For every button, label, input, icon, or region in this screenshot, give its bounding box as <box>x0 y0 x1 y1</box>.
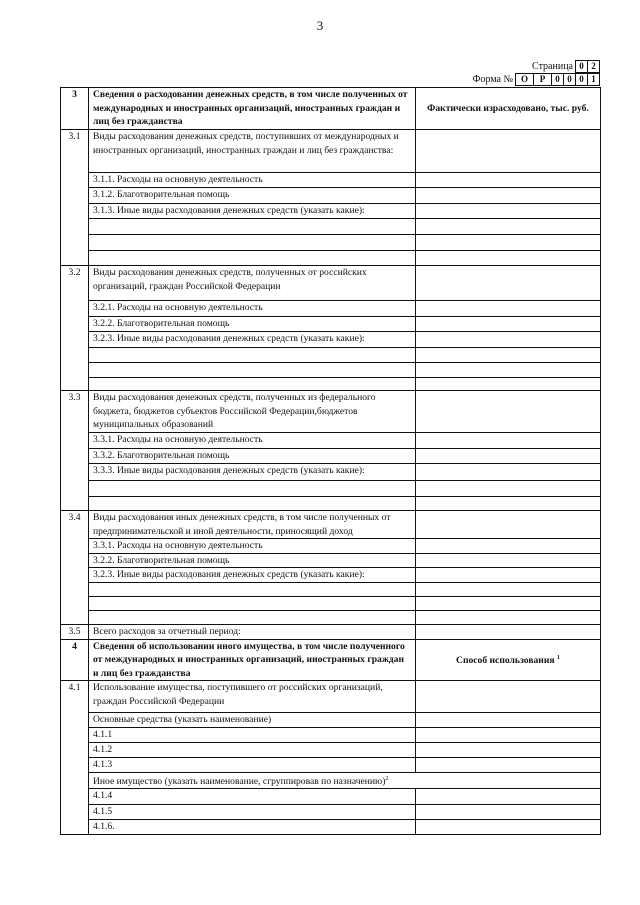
row-number <box>61 713 89 728</box>
row-description-text: 3.3.1. Расходы на основную деятельность <box>93 434 263 445</box>
value-cell[interactable] <box>416 713 601 728</box>
row-number <box>61 497 89 511</box>
row-number <box>61 728 89 743</box>
table-row <box>61 391 601 433</box>
row-number: 3.5 <box>61 625 89 640</box>
column-header <box>416 88 601 130</box>
row-number <box>61 378 89 391</box>
row-number <box>61 743 89 758</box>
row-number <box>61 583 89 597</box>
table-row <box>61 497 601 511</box>
table-row <box>61 235 601 251</box>
row-number <box>61 348 89 363</box>
value-cell[interactable] <box>416 433 601 449</box>
page-code-label: Страница <box>532 61 573 72</box>
value-cell[interactable] <box>416 130 601 173</box>
expenditure-form-table <box>60 87 601 835</box>
row-description-text: 4.1.2 <box>93 744 113 755</box>
value-text: Фактически израсходовано, тыс. руб. <box>427 102 589 114</box>
row-description[interactable] <box>89 497 416 511</box>
row-description <box>89 173 416 188</box>
value-cell[interactable] <box>416 805 601 820</box>
row-number <box>61 464 89 481</box>
row-description-text: 3.3.2. Благотворительная помощь <box>93 450 230 461</box>
row-number: 4 <box>61 639 89 681</box>
row-description <box>89 713 416 728</box>
row-number <box>61 219 89 235</box>
row-description <box>89 204 416 219</box>
value-cell[interactable] <box>416 348 601 363</box>
row-description-text: 4.1.6. <box>93 821 115 833</box>
row-number <box>61 789 89 805</box>
row-number <box>61 611 89 625</box>
column-header <box>416 639 601 681</box>
row-description <box>89 681 416 713</box>
row-number: 4.1 <box>61 681 89 713</box>
row-number <box>61 301 89 317</box>
value-cell[interactable] <box>416 204 601 219</box>
page-code <box>532 60 600 73</box>
table-row <box>61 820 601 835</box>
table-row <box>61 728 601 743</box>
table-row <box>61 743 601 758</box>
form-code-char: 0 <box>563 73 576 86</box>
value-text: Способ использования <box>456 655 555 667</box>
value-cell[interactable] <box>416 363 601 378</box>
row-number <box>61 820 89 835</box>
row-description-text: 4.1.5 <box>93 806 113 818</box>
row-description <box>89 464 416 481</box>
value-cell[interactable] <box>416 497 601 511</box>
row-description-text: 4.1.3 <box>93 759 113 770</box>
row-description[interactable] <box>89 378 416 391</box>
row-description-text: 3.1.2. Благотворительная помощь <box>93 189 230 200</box>
row-number <box>61 188 89 204</box>
row-number <box>61 568 89 583</box>
row-description <box>89 728 416 743</box>
row-description <box>89 433 416 449</box>
row-number <box>61 363 89 378</box>
row-number <box>61 173 89 188</box>
row-description-text: 3.2.2. Благотворительная помощь <box>93 318 230 329</box>
row-description <box>89 743 416 758</box>
row-description[interactable] <box>89 583 416 597</box>
table-row <box>61 363 601 378</box>
row-description <box>89 391 416 433</box>
row-description-text: Виды расходования денежных средств, поступивших от международных и иностранных организаций, иностранных граждан и лиц без гражданства: <box>93 131 399 156</box>
form-code-char: 1 <box>587 73 600 86</box>
row-description-text: Сведения об использовании иного имущества, в том числе полученного от международных и иностранных организаций, иностранных граждан и лиц без гражданства <box>93 640 405 679</box>
value-cell[interactable] <box>416 266 601 301</box>
row-number <box>61 553 89 568</box>
row-number <box>61 317 89 332</box>
value-cell[interactable] <box>416 188 601 204</box>
table-row <box>61 481 601 497</box>
row-description[interactable] <box>89 611 416 625</box>
table-row <box>61 611 601 625</box>
row-description[interactable] <box>89 597 416 611</box>
value-cell[interactable] <box>416 820 601 835</box>
row-number <box>61 772 89 789</box>
table-row <box>61 511 601 539</box>
row-description <box>89 511 416 539</box>
row-description <box>89 266 416 301</box>
row-description[interactable] <box>89 348 416 363</box>
value-cell[interactable] <box>416 743 601 758</box>
row-number <box>61 332 89 348</box>
table-row <box>61 713 601 728</box>
form-code-char: 0 <box>551 73 564 86</box>
row-description <box>89 639 416 681</box>
row-description <box>89 130 416 173</box>
row-description-text: 3.2.2. Благотворительная помощь <box>93 554 230 566</box>
value-cell[interactable] <box>416 758 601 773</box>
row-description-text: 3.2.1. Расходы на основную деятельность <box>93 302 263 313</box>
row-number: 3.1 <box>61 130 89 173</box>
row-number: 3.4 <box>61 511 89 539</box>
table-row <box>61 348 601 363</box>
table-row <box>61 301 601 317</box>
value-cell[interactable] <box>416 301 601 317</box>
row-description-text: Сведения о расходовании денежных средств, в том числе полученных от международных и иностранных организаций, иностранных граждан и лиц без гражданства <box>93 89 408 127</box>
row-number <box>61 481 89 497</box>
value-cell[interactable] <box>416 511 601 539</box>
row-description <box>89 568 416 583</box>
table-row <box>61 130 601 173</box>
value-cell[interactable] <box>416 317 601 332</box>
value-cell[interactable] <box>416 219 601 235</box>
row-description-text: Иное имущество (указать наименование, сгруппировав по назначению) <box>93 775 386 787</box>
row-description-text: Основные средства (указать наименование) <box>93 714 272 725</box>
row-description[interactable] <box>89 363 416 378</box>
value-cell[interactable] <box>416 728 601 743</box>
value-cell[interactable] <box>416 464 601 481</box>
table-row <box>61 772 601 789</box>
table-row <box>61 583 601 597</box>
table-row <box>61 464 601 481</box>
row-description <box>89 805 416 820</box>
table-row <box>61 173 601 188</box>
row-number <box>61 758 89 773</box>
row-description <box>89 772 601 789</box>
value-cell[interactable] <box>416 625 601 640</box>
row-description <box>89 758 416 773</box>
table-row <box>61 188 601 204</box>
row-description <box>89 301 416 317</box>
value-cell[interactable] <box>416 235 601 251</box>
row-number <box>61 251 89 266</box>
footnote-mark: 2 <box>385 775 389 782</box>
table-row <box>61 317 601 332</box>
row-number: 3 <box>61 88 89 130</box>
table-row <box>61 378 601 391</box>
form-code-char: Р <box>533 73 552 86</box>
row-description <box>89 820 416 835</box>
table-row <box>61 266 601 301</box>
row-description-text: 3.1.1. Расходы на основную деятельность <box>93 174 263 185</box>
row-description-text: Виды расходования денежных средств, полученных из федерального бюджета, бюджетов субъектов Российской Федерации,бюджетов муниципальных образований <box>93 392 376 430</box>
value-cell[interactable] <box>416 681 601 713</box>
table-row <box>61 332 601 348</box>
value-cell[interactable] <box>416 332 601 348</box>
row-number: 3.2 <box>61 266 89 301</box>
value-cell[interactable] <box>416 789 601 805</box>
row-description-text: Использование имущества, поступившего от российских организаций, граждан Российской Федерации <box>93 682 383 707</box>
value-cell[interactable] <box>416 378 601 391</box>
row-description <box>89 625 416 640</box>
row-description <box>89 317 416 332</box>
table-row <box>61 805 601 820</box>
page-code-digit: 2 <box>587 60 600 73</box>
row-description-text: 3.2.3. Иные виды расходования денежных средств (указать какие): <box>93 569 365 580</box>
value-cell[interactable] <box>416 173 601 188</box>
table-row <box>61 758 601 773</box>
table-row <box>61 88 601 130</box>
row-description[interactable] <box>89 219 416 235</box>
row-description-text: 4.1.4 <box>93 790 113 802</box>
row-description <box>89 449 416 464</box>
row-number: 3.3 <box>61 391 89 433</box>
value-cell[interactable] <box>416 553 601 568</box>
row-number <box>61 597 89 611</box>
row-number <box>61 204 89 219</box>
form-code-char: О <box>515 73 534 86</box>
row-number <box>61 449 89 464</box>
row-description <box>89 188 416 204</box>
row-description-text: 3.3.1. Расходы на основную деятельность <box>93 540 263 551</box>
row-description[interactable] <box>89 251 416 266</box>
table-row <box>61 539 601 554</box>
row-number <box>61 433 89 449</box>
table-row <box>61 568 601 583</box>
row-description <box>89 553 416 568</box>
row-number <box>61 235 89 251</box>
row-description <box>89 88 416 130</box>
row-description <box>89 332 416 348</box>
row-description <box>89 789 416 805</box>
row-number <box>61 539 89 554</box>
row-description-text: Виды расходования денежных средств, полученных от российских организаций, граждан Российской Федерации <box>93 267 367 292</box>
value-cell[interactable] <box>416 481 601 497</box>
form-code-char: 0 <box>575 73 588 86</box>
table-row <box>61 639 601 681</box>
row-description-text: 3.2.3. Иные виды расходования денежных средств (указать какие): <box>93 333 365 344</box>
page-code-digit: 0 <box>575 60 588 73</box>
row-description <box>89 539 416 554</box>
row-description-text: 3.1.3. Иные виды расходования денежных средств (указать какие): <box>93 205 365 216</box>
row-description[interactable] <box>89 235 416 251</box>
row-description-text: 3.3.3. Иные виды расходования денежных средств (указать какие): <box>93 465 365 476</box>
value-cell[interactable] <box>416 583 601 597</box>
table-row <box>61 251 601 266</box>
value-cell[interactable] <box>416 539 601 554</box>
row-description-text: 4.1.1 <box>93 729 113 740</box>
footnote-mark: 1 <box>556 654 560 661</box>
row-description-text: Всего расходов за отчетный период: <box>93 626 241 637</box>
table-row <box>61 681 601 713</box>
table-row <box>61 625 601 640</box>
row-description-text: Виды расходования иных денежных средств, в том числе полученных от предпринимательской и иной деятельности, приносящий доход <box>93 512 391 537</box>
table-row <box>61 219 601 235</box>
table-row <box>61 553 601 568</box>
row-description[interactable] <box>89 481 416 497</box>
table-row <box>61 204 601 219</box>
form-code-label: Форма № <box>472 74 513 85</box>
page-number: 3 <box>316 18 324 33</box>
value-cell[interactable] <box>416 568 601 583</box>
table-row <box>61 449 601 464</box>
value-cell[interactable] <box>416 251 601 266</box>
value-cell[interactable] <box>416 391 601 433</box>
table-row <box>61 597 601 611</box>
form-code <box>473 73 601 86</box>
value-cell[interactable] <box>416 597 601 611</box>
table-row <box>61 433 601 449</box>
row-number <box>61 805 89 820</box>
table-row <box>61 789 601 805</box>
value-cell[interactable] <box>416 611 601 625</box>
value-cell[interactable] <box>416 449 601 464</box>
